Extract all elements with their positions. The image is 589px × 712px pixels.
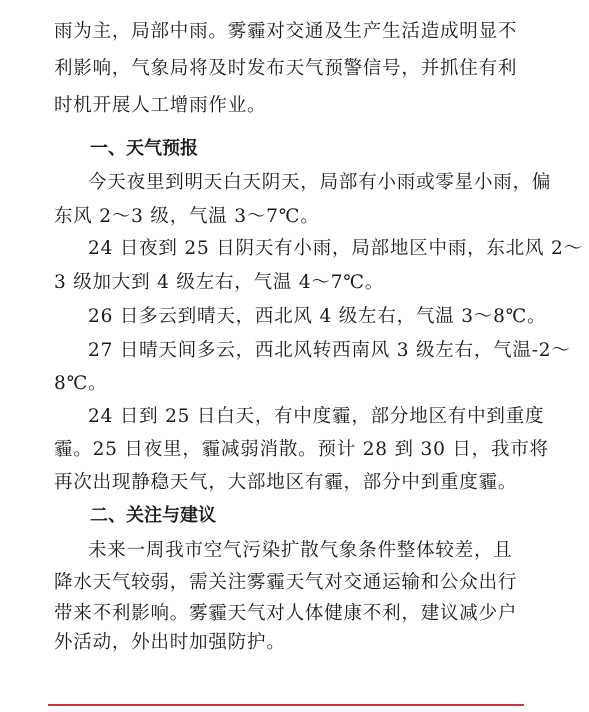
- forecast-line: 24 日夜到 25 日阴天有小雨，局部地区中雨，东北风 2～: [88, 238, 583, 259]
- advice-line: 带来不利影响。雾霾天气对人体健康不利，建议减少户: [54, 603, 518, 624]
- advice-line: 降水天气较弱，需关注雾霾天气对交通运输和公众出行: [54, 572, 518, 593]
- forecast-line: 今天夜里到明天白天阴天，局部有小雨或零星小雨，偏: [88, 172, 552, 193]
- paragraph-line: 时机开展人工增雨作业。: [54, 95, 267, 116]
- footer-divider: [48, 704, 524, 706]
- section-heading-advice: 二、关注与建议: [90, 505, 216, 526]
- advice-line: 未来一周我市空气污染扩散气象条件整体较差，且: [88, 540, 513, 561]
- paragraph-line: 雨为主，局部中雨。雾霾对交通及生产生活造成明显不: [54, 21, 518, 42]
- forecast-line: 26 日多云到晴天，西北风 4 级左右，气温 3～8℃。: [88, 306, 547, 327]
- forecast-line: 8℃。: [54, 373, 108, 394]
- section-heading-forecast: 一、天气预报: [90, 138, 198, 159]
- forecast-line: 24 日到 25 日白天，有中度霾，部分地区有中到重度: [88, 406, 545, 427]
- forecast-line: 27 日晴天间多云，西北风转西南风 3 级左右，气温-2～: [88, 340, 571, 361]
- forecast-line: 3 级加大到 4 级左右，气温 4～7℃。: [54, 272, 385, 293]
- advice-line: 外活动，外出时加强防护。: [54, 632, 286, 653]
- forecast-line: 再次出现静稳天气，大部地区有霾，部分中到重度霾。: [54, 472, 518, 493]
- forecast-line: 霾。25 日夜里，霾减弱消散。预计 28 到 30 日，我市将: [54, 439, 549, 460]
- forecast-line: 东风 2～3 级，气温 3～7℃。: [54, 206, 320, 227]
- paragraph-line: 利影响，气象局将及时发布天气预警信号，并抓住有利: [54, 58, 518, 79]
